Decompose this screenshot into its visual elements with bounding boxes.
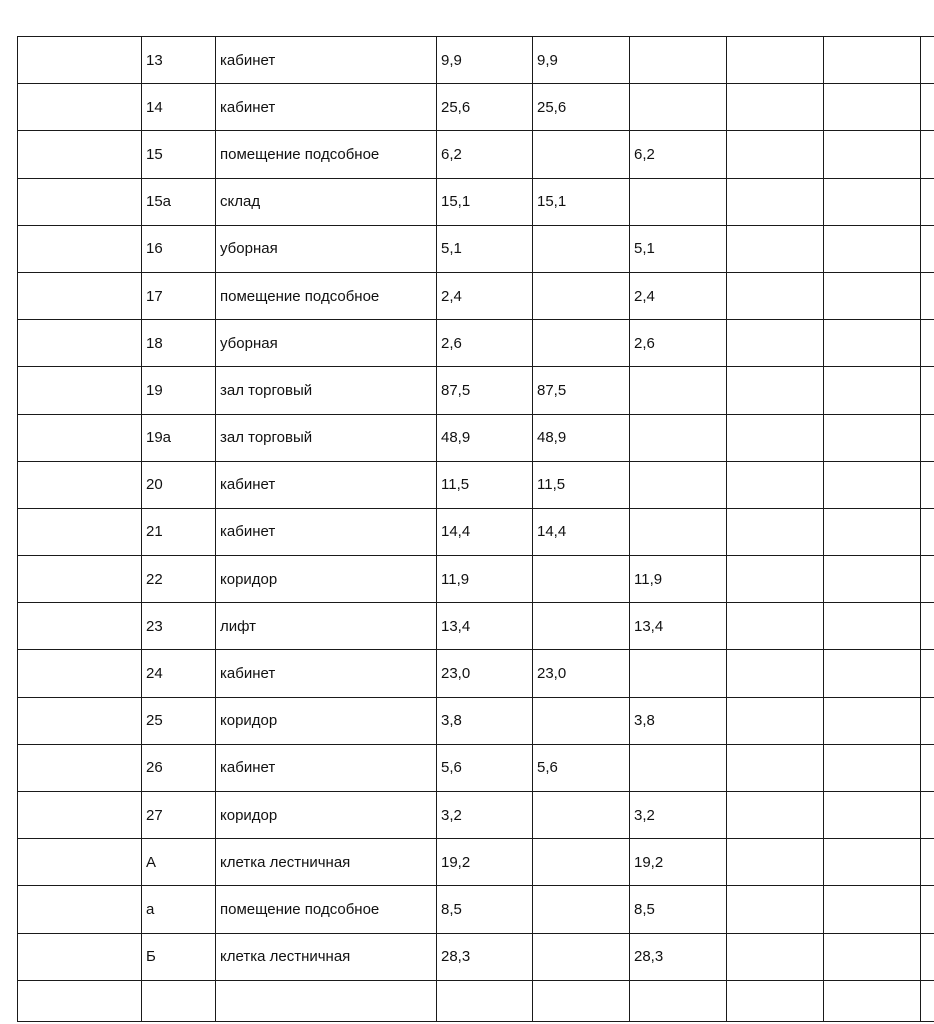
floor-cell	[18, 131, 142, 178]
empty-cell	[824, 178, 921, 225]
room-name-cell: зал торговый	[216, 414, 437, 461]
empty-cell	[437, 980, 533, 1021]
floor-cell	[18, 839, 142, 886]
empty-cell	[727, 225, 824, 272]
empty-cell	[727, 508, 824, 555]
empty-cell	[824, 697, 921, 744]
table-row	[18, 320, 934, 367]
main-area-cell: 87,5	[533, 367, 630, 414]
table-row	[18, 131, 934, 178]
table-row	[18, 178, 934, 225]
table-row	[18, 650, 934, 697]
total-area-cell: 2,6	[437, 320, 533, 367]
room-number-cell: 14	[142, 84, 216, 131]
empty-cell	[727, 272, 824, 319]
main-area-cell: 5,6	[533, 744, 630, 791]
empty-cell	[727, 556, 824, 603]
empty-cell	[727, 131, 824, 178]
empty-cell	[727, 933, 824, 980]
room-name-cell: клетка лестничная	[216, 933, 437, 980]
room-name-cell: кабинет	[216, 650, 437, 697]
room-name-cell: уборная	[216, 320, 437, 367]
room-number-cell: 22	[142, 556, 216, 603]
empty-cell	[824, 508, 921, 555]
table-row	[18, 37, 934, 84]
empty-cell	[921, 744, 934, 791]
main-area-cell	[533, 272, 630, 319]
main-area-cell	[533, 556, 630, 603]
floor-cell	[18, 414, 142, 461]
main-area-cell	[533, 320, 630, 367]
rooms-table-body	[18, 37, 934, 1022]
room-number-cell: 23	[142, 603, 216, 650]
room-number-cell: 16	[142, 225, 216, 272]
main-area-cell: 14,4	[533, 508, 630, 555]
aux-area-cell: 6,2	[630, 131, 727, 178]
total-area-cell: 6,2	[437, 131, 533, 178]
empty-cell	[824, 320, 921, 367]
empty-cell	[824, 131, 921, 178]
total-area-cell: 48,9	[437, 414, 533, 461]
empty-cell	[824, 792, 921, 839]
empty-cell	[921, 792, 934, 839]
total-area-cell: 13,4	[437, 603, 533, 650]
empty-cell	[921, 508, 934, 555]
empty-cell	[727, 84, 824, 131]
room-number-cell: 13	[142, 37, 216, 84]
main-area-cell	[533, 792, 630, 839]
floor-cell	[18, 461, 142, 508]
total-area-cell: 9,9	[437, 37, 533, 84]
room-number-cell: 26	[142, 744, 216, 791]
table-row	[18, 933, 934, 980]
total-area-cell: 8,5	[437, 886, 533, 933]
floor-cell	[18, 84, 142, 131]
empty-cell	[727, 461, 824, 508]
room-name-cell: коридор	[216, 556, 437, 603]
aux-area-cell: 5,1	[630, 225, 727, 272]
empty-cell	[921, 933, 934, 980]
floor-cell	[18, 367, 142, 414]
room-number-cell: А	[142, 839, 216, 886]
aux-area-cell	[630, 37, 727, 84]
room-number-cell: 25	[142, 697, 216, 744]
room-name-cell: коридор	[216, 697, 437, 744]
empty-cell	[727, 886, 824, 933]
table-row	[18, 556, 934, 603]
empty-cell	[824, 650, 921, 697]
empty-cell	[921, 886, 934, 933]
total-area-cell: 14,4	[437, 508, 533, 555]
room-number-cell: 15	[142, 131, 216, 178]
room-number-cell: 27	[142, 792, 216, 839]
room-number-cell: 21	[142, 508, 216, 555]
room-name-cell: помещение подсобное	[216, 131, 437, 178]
aux-area-cell: 19,2	[630, 839, 727, 886]
room-name-cell: лифт	[216, 603, 437, 650]
room-name-cell: зал торговый	[216, 367, 437, 414]
total-area-cell: 28,3	[437, 933, 533, 980]
total-area-cell: 5,1	[437, 225, 533, 272]
empty-cell	[824, 272, 921, 319]
table-row	[18, 839, 934, 886]
aux-area-cell	[630, 461, 727, 508]
table-row	[18, 84, 934, 131]
table-row	[18, 697, 934, 744]
main-area-cell	[533, 131, 630, 178]
empty-cell	[921, 84, 934, 131]
empty-cell	[921, 697, 934, 744]
empty-cell	[921, 414, 934, 461]
aux-area-cell	[630, 508, 727, 555]
total-area-cell: 87,5	[437, 367, 533, 414]
room-number-cell: 20	[142, 461, 216, 508]
aux-area-cell: 2,4	[630, 272, 727, 319]
aux-area-cell	[630, 367, 727, 414]
empty-cell	[727, 178, 824, 225]
floor-cell	[18, 933, 142, 980]
main-area-cell: 9,9	[533, 37, 630, 84]
empty-cell	[824, 744, 921, 791]
main-area-cell	[533, 886, 630, 933]
empty-cell	[921, 131, 934, 178]
empty-cell	[727, 697, 824, 744]
main-area-cell	[533, 697, 630, 744]
room-name-cell: склад	[216, 178, 437, 225]
empty-cell	[824, 980, 921, 1021]
room-number-cell: 24	[142, 650, 216, 697]
empty-cell	[727, 650, 824, 697]
total-area-cell: 5,6	[437, 744, 533, 791]
main-area-cell	[533, 933, 630, 980]
floor-cell	[18, 886, 142, 933]
floor-cell	[18, 792, 142, 839]
room-number-cell: 17	[142, 272, 216, 319]
room-name-cell: клетка лестничная	[216, 839, 437, 886]
table-row	[18, 272, 934, 319]
main-area-cell: 11,5	[533, 461, 630, 508]
room-name-cell: помещение подсобное	[216, 886, 437, 933]
rooms-table	[17, 36, 934, 1022]
room-name-cell: кабинет	[216, 84, 437, 131]
empty-cell	[727, 320, 824, 367]
total-area-cell: 2,4	[437, 272, 533, 319]
aux-area-cell: 8,5	[630, 886, 727, 933]
empty-cell	[824, 886, 921, 933]
room-name-cell: помещение подсобное	[216, 272, 437, 319]
room-name-cell: уборная	[216, 225, 437, 272]
table-row	[18, 461, 934, 508]
table-row	[18, 414, 934, 461]
document-sheet	[17, 36, 934, 1024]
table-row	[18, 508, 934, 555]
aux-area-cell	[630, 178, 727, 225]
room-number-cell: а	[142, 886, 216, 933]
empty-cell	[824, 556, 921, 603]
floor-cell	[18, 178, 142, 225]
empty-cell	[921, 225, 934, 272]
room-number-cell: 19	[142, 367, 216, 414]
empty-cell	[630, 980, 727, 1021]
aux-area-cell	[630, 84, 727, 131]
empty-cell	[727, 744, 824, 791]
empty-cell	[824, 461, 921, 508]
empty-cell	[921, 461, 934, 508]
aux-area-cell: 3,8	[630, 697, 727, 744]
aux-area-cell: 28,3	[630, 933, 727, 980]
table-row	[18, 367, 934, 414]
empty-cell	[727, 839, 824, 886]
aux-area-cell	[630, 414, 727, 461]
total-area-cell: 23,0	[437, 650, 533, 697]
empty-cell	[921, 839, 934, 886]
table-row	[18, 603, 934, 650]
empty-cell	[727, 980, 824, 1021]
empty-cell	[824, 84, 921, 131]
room-name-cell: кабинет	[216, 37, 437, 84]
main-area-cell	[533, 839, 630, 886]
floor-cell	[18, 697, 142, 744]
total-area-cell: 19,2	[437, 839, 533, 886]
room-name-cell: кабинет	[216, 744, 437, 791]
table-row	[18, 792, 934, 839]
aux-area-cell: 3,2	[630, 792, 727, 839]
empty-cell	[727, 37, 824, 84]
empty-cell	[921, 980, 934, 1021]
empty-cell	[824, 414, 921, 461]
floor-cell	[18, 603, 142, 650]
room-number-cell: 19а	[142, 414, 216, 461]
empty-cell	[18, 980, 142, 1021]
floor-cell	[18, 320, 142, 367]
empty-cell	[921, 650, 934, 697]
total-area-cell: 3,2	[437, 792, 533, 839]
total-area-cell: 11,5	[437, 461, 533, 508]
aux-area-cell: 11,9	[630, 556, 727, 603]
room-number-cell: 15а	[142, 178, 216, 225]
aux-area-cell: 13,4	[630, 603, 727, 650]
table-row	[18, 225, 934, 272]
empty-cell	[824, 37, 921, 84]
aux-area-cell	[630, 650, 727, 697]
empty-cell	[921, 556, 934, 603]
main-area-cell	[533, 225, 630, 272]
empty-cell	[727, 792, 824, 839]
main-area-cell: 23,0	[533, 650, 630, 697]
total-area-cell: 15,1	[437, 178, 533, 225]
floor-cell	[18, 556, 142, 603]
empty-cell	[921, 603, 934, 650]
room-number-cell: 18	[142, 320, 216, 367]
floor-cell	[18, 225, 142, 272]
table-row	[18, 886, 934, 933]
empty-cell	[824, 603, 921, 650]
floor-cell	[18, 272, 142, 319]
total-area-cell: 3,8	[437, 697, 533, 744]
room-number-cell: Б	[142, 933, 216, 980]
empty-cell	[921, 37, 934, 84]
empty-cell	[727, 603, 824, 650]
empty-cell	[921, 272, 934, 319]
floor-cell	[18, 37, 142, 84]
main-area-cell	[533, 603, 630, 650]
room-name-cell: кабинет	[216, 508, 437, 555]
empty-cell	[921, 178, 934, 225]
empty-cell	[727, 414, 824, 461]
empty-cell	[921, 367, 934, 414]
aux-area-cell: 2,6	[630, 320, 727, 367]
main-area-cell: 48,9	[533, 414, 630, 461]
table-row	[18, 744, 934, 791]
empty-cell	[921, 320, 934, 367]
empty-cell	[216, 980, 437, 1021]
room-name-cell: кабинет	[216, 461, 437, 508]
empty-cell	[824, 933, 921, 980]
floor-cell	[18, 744, 142, 791]
empty-cell	[824, 225, 921, 272]
empty-cell	[727, 367, 824, 414]
empty-cell	[142, 980, 216, 1021]
room-name-cell: коридор	[216, 792, 437, 839]
aux-area-cell	[630, 744, 727, 791]
main-area-cell: 25,6	[533, 84, 630, 131]
total-area-cell: 25,6	[437, 84, 533, 131]
table-row-partial	[18, 980, 934, 1021]
empty-cell	[824, 839, 921, 886]
floor-cell	[18, 650, 142, 697]
empty-cell	[533, 980, 630, 1021]
floor-cell	[18, 508, 142, 555]
empty-cell	[824, 367, 921, 414]
main-area-cell: 15,1	[533, 178, 630, 225]
total-area-cell: 11,9	[437, 556, 533, 603]
